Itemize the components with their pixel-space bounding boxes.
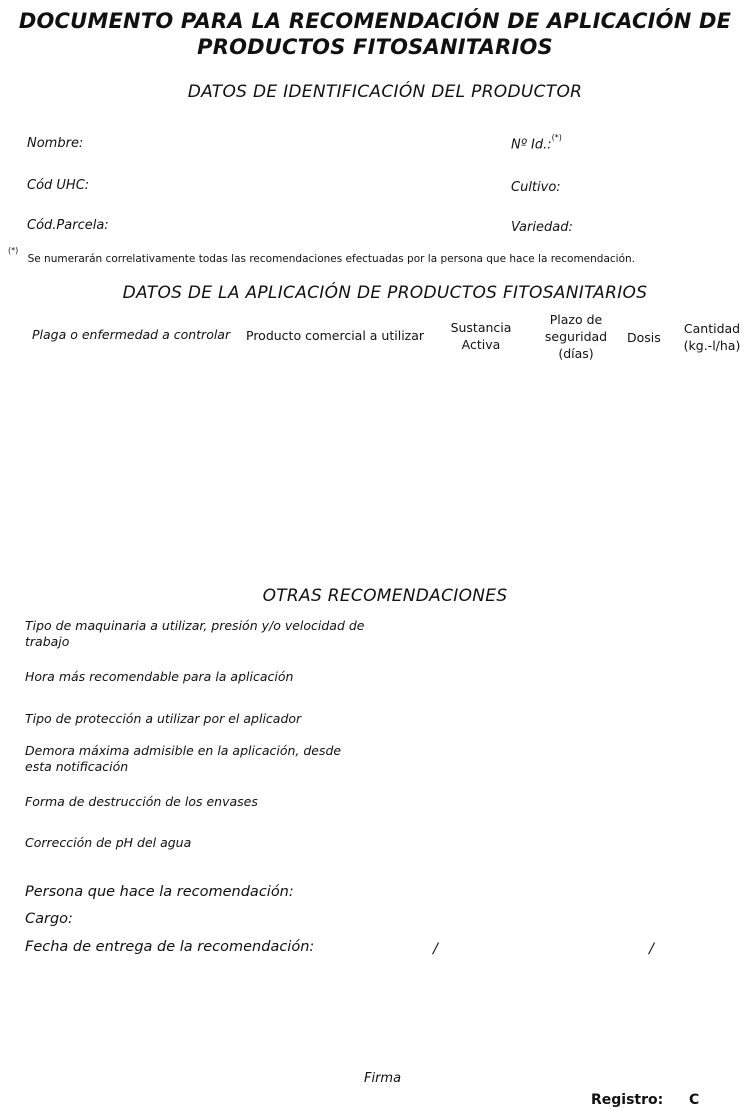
- footnote: [8, 246, 636, 265]
- column-cantidad: Cantidad (kg.-l/ha): [683, 321, 741, 353]
- fecha-label: Fecha de entrega de la recomendación:: [25, 939, 315, 955]
- rec-ph: Corrección de pH del agua: [25, 835, 192, 850]
- column-plazo: Plazo de seguridad (días): [544, 312, 608, 361]
- column-plaga: Plaga o enfermedad a controlar: [32, 327, 231, 342]
- rec-envases: Forma de destrucción de los envases: [25, 794, 258, 809]
- document-title-line2: PRODUCTOS FITOSANITARIOS: [197, 35, 553, 59]
- nombre-label: Nombre:: [27, 136, 84, 151]
- variedad-label: Variedad:: [511, 220, 573, 235]
- n-id-label: Nº Id.:: [511, 137, 552, 153]
- rec-demora: Demora máxima admisible en la aplicación, desde esta notificación: [25, 743, 342, 774]
- cod-parcela-label: Cód.Parcela:: [27, 218, 109, 233]
- application-section-heading: DATOS DE LA APLICACIÓN DE PRODUCTOS FITOSANITARIOS: [122, 283, 648, 303]
- cod-uhc-label: Cód UHC:: [27, 178, 90, 193]
- persona-label: Persona que hace la recomendación:: [25, 884, 294, 900]
- n-id-field: [511, 133, 562, 153]
- column-producto: Producto comercial a utilizar: [246, 328, 425, 343]
- document-title-line1: DOCUMENTO PARA LA RECOMENDACIÓN DE APLICACIÓN DE: [18, 9, 732, 33]
- producer-section-heading: DATOS DE IDENTIFICACIÓN DEL PRODUCTOR: [187, 82, 583, 102]
- cultivo-label: Cultivo:: [511, 180, 561, 195]
- firma-label: Firma: [364, 1071, 402, 1086]
- registro-value: C: [689, 1092, 700, 1108]
- date-separator-1: /: [433, 941, 438, 957]
- n-id-footnote-mark: (*): [551, 133, 562, 142]
- footnote-text: Se numerarán correlativamente todas las recomendaciones efectuadas por la persona que hace la recomendación.: [27, 252, 636, 265]
- column-dosis: Dosis: [627, 330, 661, 345]
- footnote-mark: (*): [8, 246, 19, 255]
- date-separator-2: /: [649, 941, 654, 957]
- other-section-heading: OTRAS RECOMENDACIONES: [262, 586, 508, 606]
- column-sustancia: Sustancia Activa: [450, 320, 512, 352]
- rec-proteccion: Tipo de protección a utilizar por el aplicador: [25, 711, 302, 726]
- registro-label: Registro:: [591, 1092, 664, 1108]
- rec-hora: Hora más recomendable para la aplicación: [25, 669, 294, 684]
- cargo-label: Cargo:: [25, 911, 73, 927]
- rec-maquinaria: Tipo de maquinaria a utilizar, presión y/o velocidad de trabajo: [25, 618, 365, 649]
